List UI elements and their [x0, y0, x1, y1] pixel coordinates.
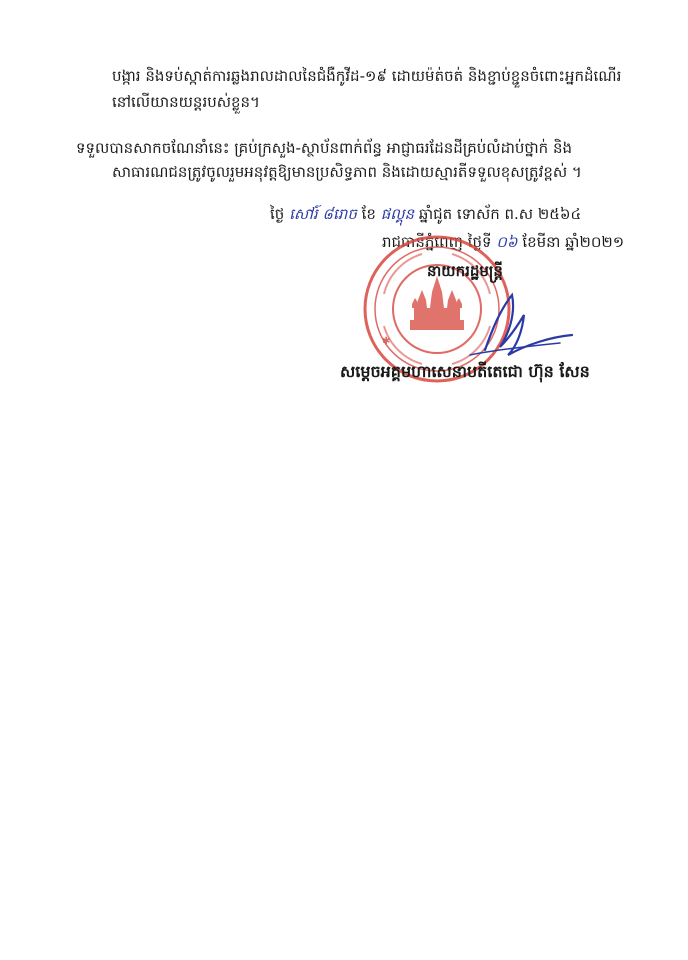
lunar-date-line: [270, 204, 581, 224]
paragraph2-line1: ទទួលបានសាកចណែនាំនេះ គ្រប់ក្រសួង-ស្ថាប័នពាក់ព័ន្ធ អាជ្ញាធរដែនដីគ្រប់លំដាប់ថ្នាក់ និង: [76, 139, 573, 157]
paragraph2-line2: សាធារណជនត្រូវចូលរួមអនុវត្តឱ្យមានប្រសិទ្ធភាព និងដោយស្មារតីទទួលខុសត្រូវខ្ពស់ ។: [112, 163, 582, 181]
lunar-month-label: ខែ: [361, 205, 376, 223]
handwritten-lunar-month: ផល្គុន: [380, 205, 415, 223]
signatory-title: នាយករដ្ឋមន្ត្រី: [427, 262, 503, 280]
svg-text:✱: ✱: [382, 336, 391, 347]
handwritten-lunar-day: សៅរ៍ ៨រោច: [289, 205, 357, 223]
paragraph1-line2: នៅលើយានយន្តរបស់ខ្លួន។: [112, 93, 260, 111]
solar-suffix: ខែមីនា ឆ្នាំ២០២១: [522, 233, 625, 251]
paragraph1-line1: បង្ការ និងទប់ស្កាត់ការឆ្លងរាលដាលនៃជំងឺកូវីដ-១៩ ដោយម៉ត់ចត់ និងខ្ជាប់ខ្ជួនចំពោះអ្នកដំណើរ: [112, 67, 622, 85]
solar-prefix: រាជធានីភ្នំពេញ ថ្ងៃទី: [382, 233, 492, 251]
signer-name: សម្តេចអគ្គមហាសេនាបតីតេជោ ហ៊ុន សែន: [340, 362, 590, 381]
handwritten-solar-day: ០៦: [496, 233, 518, 251]
lunar-year: ឆ្នាំជូត ទោស័ក ព.ស ២៥៦៤: [418, 205, 582, 223]
lunar-prefix: ថ្ងៃ: [270, 205, 285, 223]
